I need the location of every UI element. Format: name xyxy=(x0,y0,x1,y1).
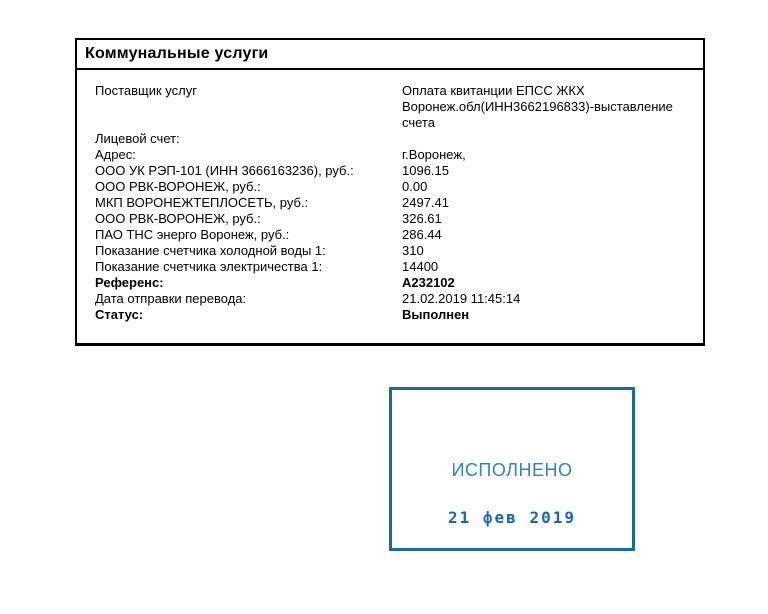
field-label: Показание счетчика электричества 1: xyxy=(95,259,323,274)
page-title: Коммунальные услуги xyxy=(77,40,703,70)
table-row xyxy=(95,291,687,307)
receipt-card xyxy=(75,38,705,346)
table-row xyxy=(95,227,687,243)
table-row xyxy=(95,195,687,211)
table-row xyxy=(95,275,687,291)
table-row xyxy=(95,131,687,147)
execution-stamp xyxy=(389,387,635,551)
field-value: 14400 xyxy=(402,259,439,274)
field-value: 310 xyxy=(402,243,424,258)
field-label: Адрес: xyxy=(95,147,136,162)
field-label: Дата отправки перевода: xyxy=(95,291,247,306)
field-value: г.Воронеж, xyxy=(402,147,466,162)
stamp-date-text: 21 фев 2019 xyxy=(448,508,576,527)
table-row xyxy=(95,163,687,179)
table-row xyxy=(95,179,687,195)
table-row xyxy=(95,211,687,227)
field-label: Поставщик услуг xyxy=(95,83,197,98)
field-label: ООО РВК-ВОРОНЕЖ, руб.: xyxy=(95,179,261,194)
table-row xyxy=(95,83,687,131)
table-row xyxy=(95,307,687,323)
field-value: 0.00 xyxy=(402,179,428,194)
stamp-status-text: ИСПОЛНЕНО xyxy=(451,460,573,480)
fields-table xyxy=(77,70,703,343)
field-label: ООО РВК-ВОРОНЕЖ, руб.: xyxy=(95,211,261,226)
field-value: Выполнен xyxy=(402,307,470,322)
field-label: Референс: xyxy=(95,275,164,290)
table-row xyxy=(95,147,687,163)
field-label: ПАО ТНС энерго Воронеж, руб.: xyxy=(95,227,290,242)
field-label: Показание счетчика холодной воды 1: xyxy=(95,243,326,258)
field-label: МКП ВОРОНЕЖТЕПЛОСЕТЬ, руб.: xyxy=(95,195,309,210)
field-value: 286.44 xyxy=(402,227,442,242)
field-value: 326.61 xyxy=(402,211,442,226)
field-label: Статус: xyxy=(95,307,144,322)
field-value: 21.02.2019 11:45:14 xyxy=(402,291,521,306)
field-label: ООО УК РЭП-101 (ИНН 3666163236), руб.: xyxy=(95,163,354,178)
field-value: 2497.41 xyxy=(402,195,449,210)
table-row xyxy=(95,259,687,275)
field-value: A232102 xyxy=(402,275,455,290)
field-value: Оплата квитанции ЕПСС ЖКХ Воронеж.обл(ИНН3662196833)-выставление счета xyxy=(402,83,673,130)
field-label: Лицевой счет: xyxy=(95,131,180,146)
table-row xyxy=(95,243,687,259)
field-value: 1096.15 xyxy=(402,163,449,178)
